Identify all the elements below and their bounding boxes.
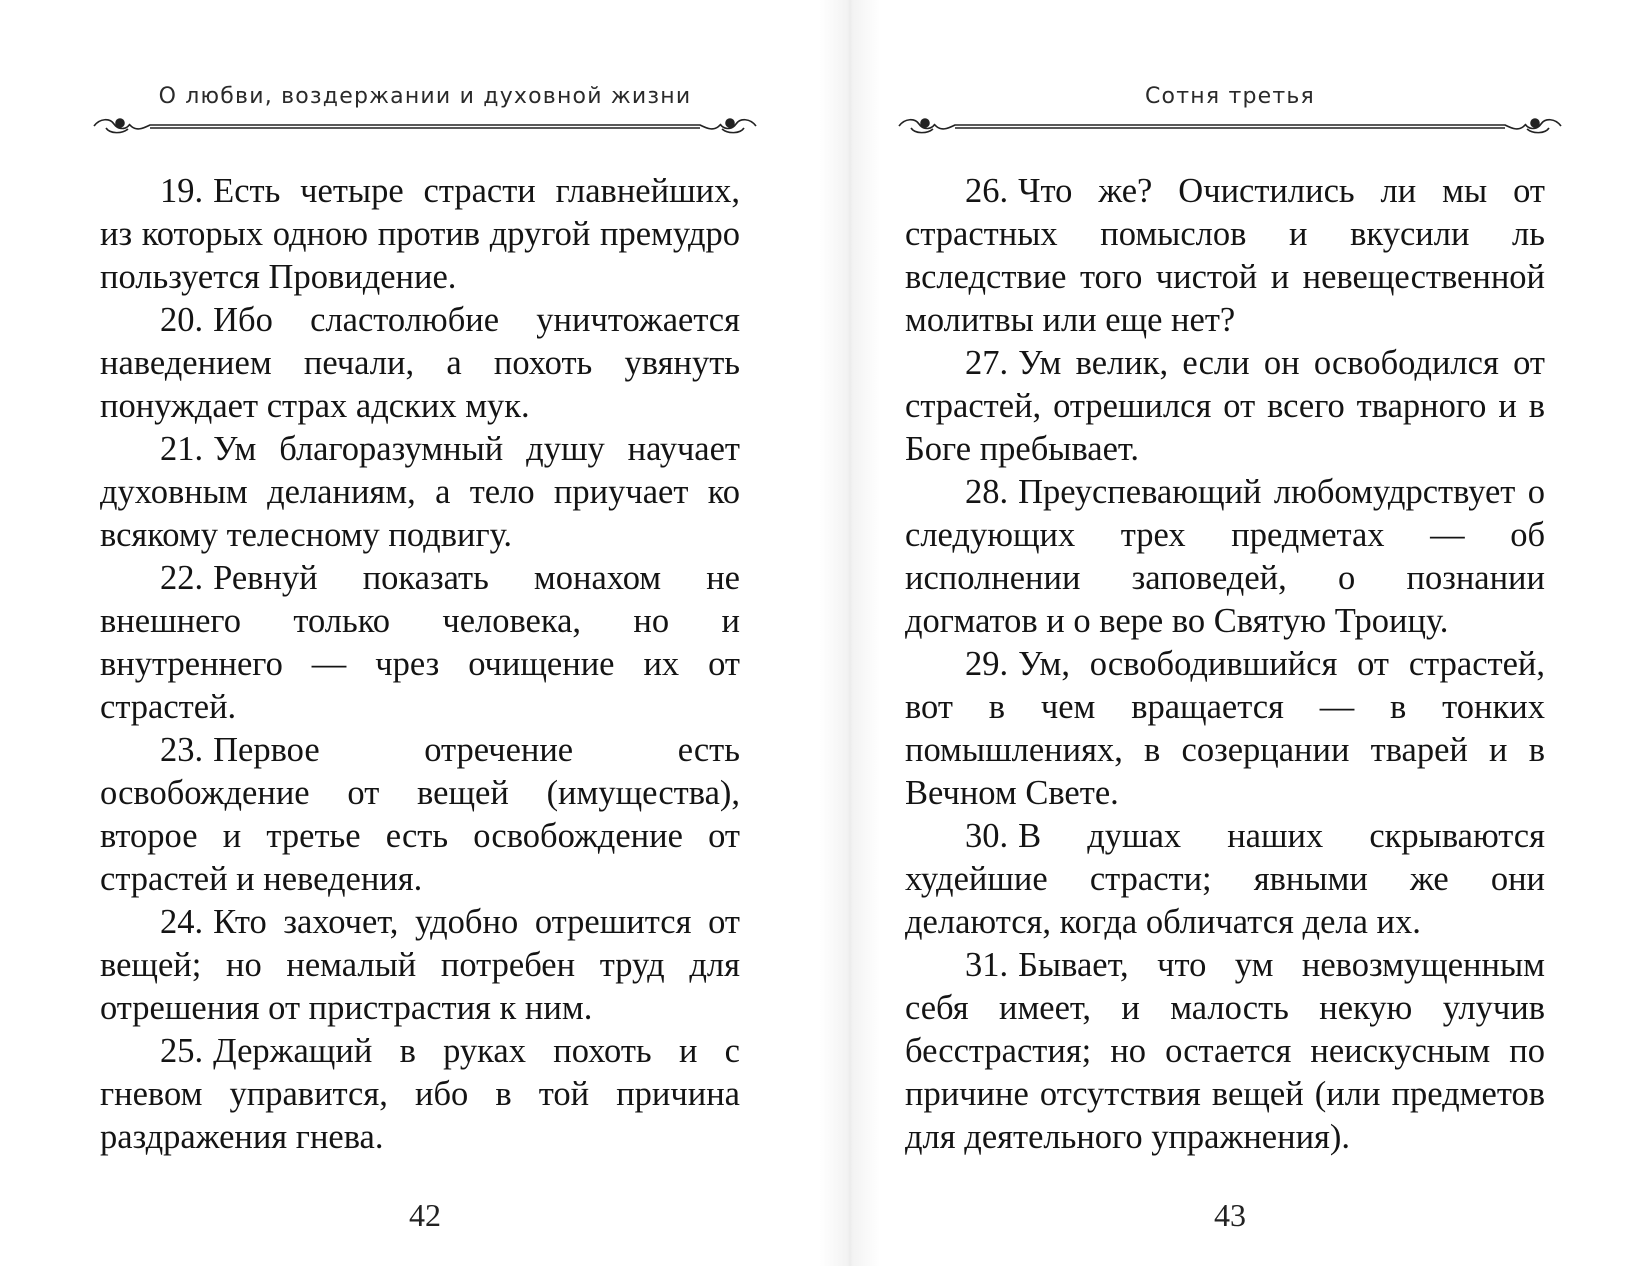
paragraph-number: 24.: [160, 903, 204, 941]
paragraph-25: [100, 1030, 740, 1159]
paragraph-number: 28.: [965, 473, 1009, 511]
book-gutter: [820, 0, 880, 1266]
paragraph-number: 23.: [160, 731, 204, 769]
paragraph-26: [905, 170, 1545, 342]
paragraph-number: 19.: [160, 172, 204, 210]
paragraph-text: В душах наших скрываются худейшие страсти; явными же они делаются, когда обличатся дела их.: [905, 817, 1545, 941]
left-header-ornament-icon: [92, 112, 758, 140]
paragraph-number: 20.: [160, 301, 204, 339]
paragraph-30: [905, 815, 1545, 944]
left-page-number: 42: [409, 1197, 441, 1233]
paragraph-text: Преуспевающий любомудрствует о следующих трех предметах — об исполнении заповедей, о познании догматов и о вере во Святую Троицу.: [905, 473, 1545, 640]
paragraph-text: Держащий в руках похоть и с гневом управится, ибо в той причина раздражения гнева.: [100, 1032, 740, 1156]
paragraph-28: [905, 471, 1545, 643]
paragraph-text: Первое отречение есть освобождение от вещей (имущества), второе и третье есть освобождение от страстей и неведения.: [100, 731, 740, 898]
paragraph-number: 21.: [160, 430, 204, 468]
right-page-number: 43: [1214, 1197, 1246, 1233]
paragraph-21: [100, 428, 740, 557]
paragraph-number: 29.: [965, 645, 1009, 683]
paragraph-20: [100, 299, 740, 428]
paragraph-text: Бывает, что ум невозмущенным себя имеет, и малость некую улучив бесстрастия; но остается неискусным по причине отсутствия вещей (или предметов для деятельного упражнения).: [905, 946, 1545, 1156]
paragraph-number: 27.: [965, 344, 1009, 382]
right-header-ornament-icon: [897, 112, 1563, 140]
paragraph-text: Ревнуй показать монахом не внешнего только человека, но и внутреннего — чрез очищение их от страстей.: [100, 559, 740, 726]
paragraph-text: Ум велик, если он освободился от страстей, отрешился от всего тварного и в Боге пребывает.: [905, 344, 1545, 468]
paragraph-number: 22.: [160, 559, 204, 597]
paragraph-number: 26.: [965, 172, 1009, 210]
paragraph-24: [100, 901, 740, 1030]
paragraph-23: [100, 729, 740, 901]
paragraph-text: Что же? Очистились ли мы от страстных помыслов и вкусили ль вследствие того чистой и невещественной молитвы или еще нет?: [905, 172, 1545, 339]
paragraph-text: Ум благоразумный душу научает духовным деланиям, а тело приучает ко всякому телесному подвигу.: [100, 430, 740, 554]
right-page: [905, 0, 1555, 1266]
left-body-text: [100, 170, 740, 1159]
paragraph-number: 30.: [965, 817, 1009, 855]
paragraph-29: [905, 643, 1545, 815]
paragraph-19: [100, 170, 740, 299]
paragraph-22: [100, 557, 740, 729]
paragraph-27: [905, 342, 1545, 471]
left-page: [100, 0, 750, 1266]
paragraph-31: [905, 944, 1545, 1159]
paragraph-text: Есть четыре страсти главнейших, из которых одною против другой премудро пользуется Провидение.: [100, 172, 740, 296]
paragraph-text: Ибо сластолюбие уничтожается наведением печали, а похоть увянуть понуждает страх адских мук.: [100, 301, 740, 425]
right-body-text: [905, 170, 1545, 1159]
left-running-head: О любви, воздержании и духовной жизни: [158, 84, 692, 109]
paragraph-number: 31.: [965, 946, 1009, 984]
paragraph-text: Кто захочет, удобно отрешится от вещей; но немалый потребен труд для отрешения от пристрастия к ним.: [100, 903, 740, 1027]
paragraph-number: 25.: [160, 1032, 204, 1070]
right-running-head: Сотня третья: [1145, 84, 1315, 109]
paragraph-text: Ум, освободившийся от страстей, вот в чем вращается — в тонких помышлениях, в созерцании тварей и в Вечном Свете.: [905, 645, 1545, 812]
